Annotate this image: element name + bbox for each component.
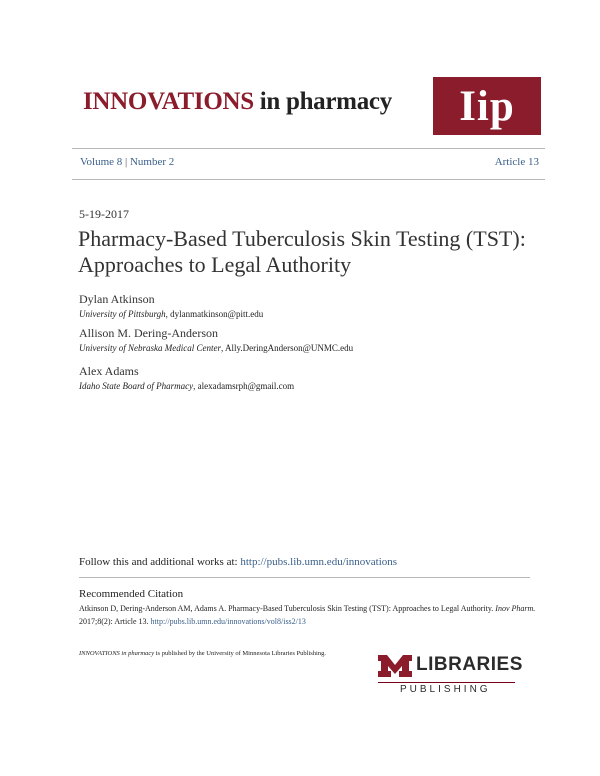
author-affiliation [79,343,353,353]
journal-title [83,88,392,116]
issue-divider [72,179,545,180]
citation-journal: Inov Pharm. [495,604,536,613]
follow-line [79,556,397,568]
author-affiliation [79,381,294,391]
author-name: Alex Adams [79,364,139,378]
university-m-icon [378,655,412,677]
volume-link[interactable]: Volume 8 [80,156,123,168]
journal-title-part2: in pharmacy [253,88,392,115]
libraries-wordmark: LIBRARIES [416,654,523,675]
citation-link[interactable]: http://pubs.lib.umn.edu/innovations/vol8/iss2/13 [150,617,306,626]
author-block [79,292,263,319]
citation-divider [79,577,530,578]
citation-text [79,602,541,628]
author-block [79,364,294,391]
top-divider [72,148,545,149]
publisher-text: is published by the University of Minnesota Libraries Publishing. [154,650,326,657]
publisher-journal: INNOVATIONS in pharmacy [79,650,155,657]
number-link[interactable]: Number 2 [129,156,175,168]
author-institution: Idaho State Board of Pharmacy [79,381,194,391]
journal-logo [433,77,541,135]
citation-body: Atkinson D, Dering-Anderson AM, Adams A. Pharmacy-Based Tuberculosis Skin Testing (TST): Approaches to Legal Authority. [79,604,496,613]
issue-info [80,156,539,168]
libraries-publishing-logo[interactable] [378,654,523,697]
author-email: , dylanmatkinson@pitt.edu [165,309,264,319]
follow-link[interactable]: http://pubs.lib.umn.edu/innovations [240,556,398,568]
publisher-note [79,650,326,657]
citation-heading: Recommended Citation [79,588,184,600]
follow-text: Follow this and additional works at: [79,556,241,568]
publishing-wordmark: PUBLISHING [400,684,491,695]
author-institution: University of Nebraska Medical Center [79,343,221,353]
issue-separator: | [125,156,128,168]
author-name: Allison M. Dering-Anderson [79,326,218,340]
article-title: Pharmacy-Based Tuberculosis Skin Testing (TST): Approaches to Legal Authority [78,226,526,277]
author-affiliation [79,309,263,319]
journal-title-part1: INNOVATIONS [83,88,254,115]
journal-logo-text: Iip [459,82,515,130]
author-name: Dylan Atkinson [79,292,155,306]
publication-date: 5-19-2017 [79,207,129,221]
citation-details: 2017;8(2): Article 13. [79,617,151,626]
libraries-logo-rule [378,682,515,683]
author-email: , Ally.DeringAnderson@UNMC.edu [220,343,354,353]
author-email: , alexadamsrph@gmail.com [193,381,295,391]
article-number-link[interactable]: Article 13 [494,156,539,168]
author-block [79,326,353,353]
author-institution: University of Pittsburgh [79,309,166,319]
